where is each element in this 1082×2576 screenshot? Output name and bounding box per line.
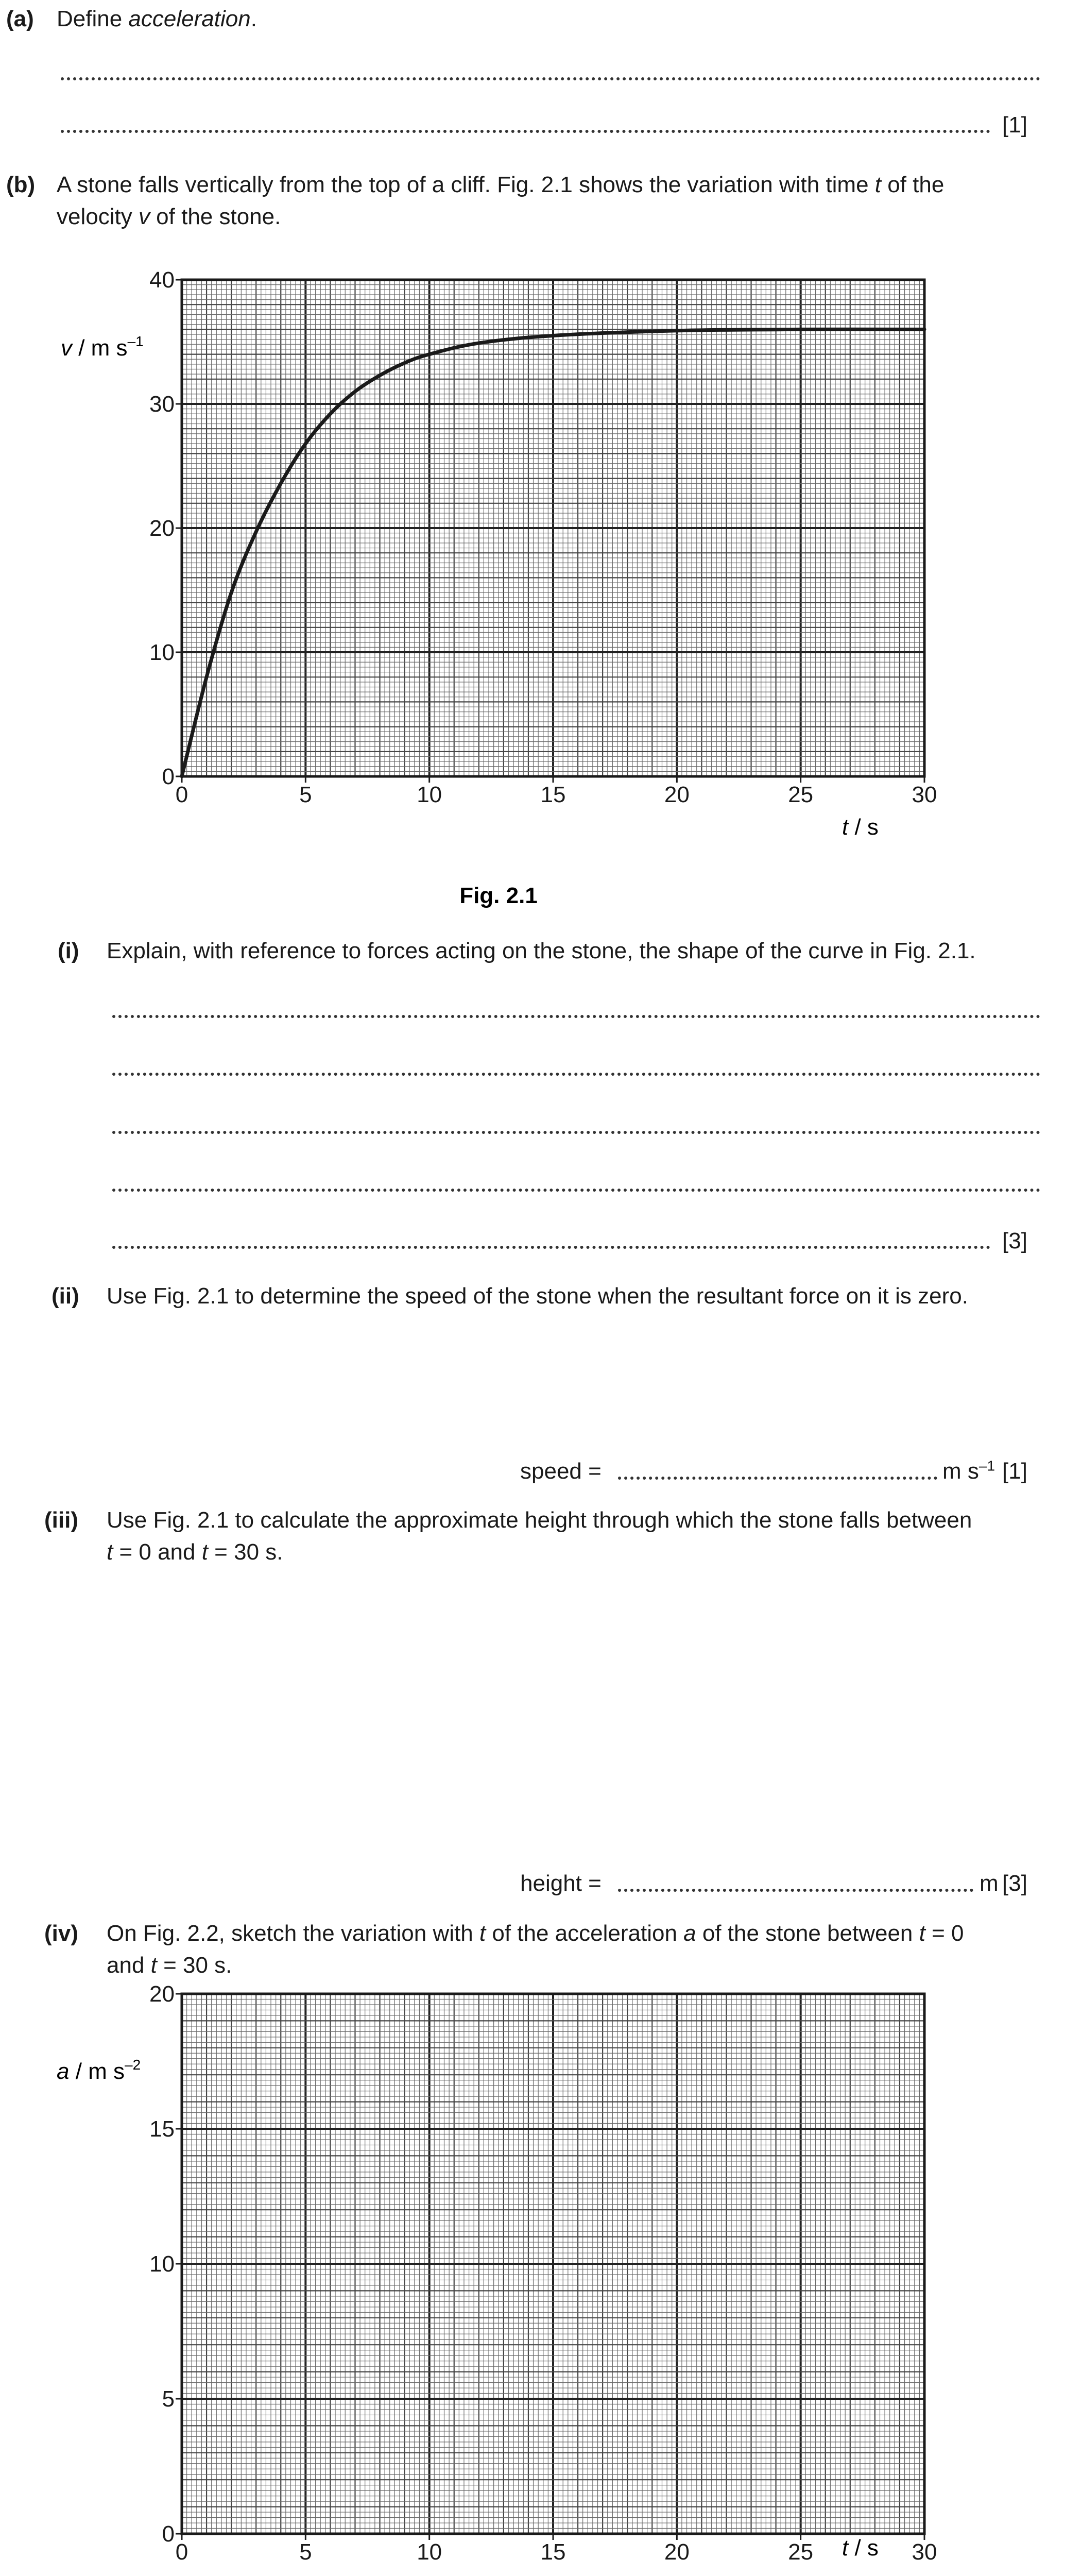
y-axis-label: a / m $s^{-2}$ — [57, 2057, 141, 2084]
x-tick-label: 15 — [540, 782, 566, 807]
x-tick-label: 30 — [912, 782, 937, 807]
speed-answer-line[interactable] — [618, 1477, 937, 1480]
mark-allocation: [3] — [1002, 1871, 1027, 1896]
x-tick-label: 10 — [417, 782, 442, 807]
question-i-text: Explain, with reference to forces acting on the stone, the shape of the curve in Fig. 2.1. — [107, 938, 976, 963]
height-answer-label: height = — [520, 1871, 602, 1896]
question-iv-text-line2: and t = 30 s. — [107, 1953, 232, 1978]
x-tick-label: 10 — [417, 2539, 442, 2565]
y-tick-label: 0 — [162, 764, 175, 789]
question-ii-text: Use Fig. 2.1 to determine the speed of the stone when the resultant force on it is zero. — [107, 1283, 968, 1309]
part-b-text-line1: A stone falls vertically from the top of a cliff. Fig. 2.1 shows the variation with time t of the — [57, 172, 944, 197]
part-b-label: (b) — [6, 172, 36, 197]
answer-line[interactable] — [112, 1073, 1040, 1076]
question-ii-label: (ii) — [51, 1283, 79, 1309]
question-i-label: (i) — [58, 938, 79, 963]
x-tick-label: 15 — [540, 2539, 566, 2565]
part-b-text-line2: velocity v of the stone. — [57, 204, 281, 229]
y-tick-label: 40 — [149, 267, 175, 293]
x-tick-label: 20 — [664, 2539, 690, 2565]
graph-grid — [182, 1994, 924, 2534]
x-tick-label: 5 — [299, 2539, 312, 2565]
y-tick-label: 5 — [162, 2386, 175, 2412]
x-tick-label: 0 — [175, 782, 188, 807]
acceleration-time-graph[interactable] — [0, 1984, 1082, 2576]
graph-grid — [182, 280, 924, 776]
y-tick-label: 10 — [149, 2251, 175, 2277]
question-iii-label: (iii) — [44, 1507, 78, 1533]
y-tick-label: 20 — [149, 516, 175, 541]
answer-line[interactable] — [112, 1246, 990, 1249]
x-tick-label: 25 — [788, 2539, 814, 2565]
speed-answer-label: speed = — [520, 1459, 602, 1484]
figure-caption: Fig. 2.1 — [459, 883, 538, 908]
answer-line[interactable] — [112, 1131, 1040, 1134]
answer-line[interactable] — [61, 130, 990, 133]
question-iii-text-line1: Use Fig. 2.1 to calculate the approximate height through which the stone falls between — [107, 1507, 972, 1533]
mark-allocation: [1] — [1002, 1459, 1027, 1484]
x-tick-label: 20 — [664, 782, 690, 807]
y-tick-label: 0 — [162, 2521, 175, 2547]
speed-unit: m $s^{-1}$ — [942, 1458, 995, 1484]
answer-line[interactable] — [112, 1189, 1040, 1192]
y-axis-label: v / m $s^{-1}$ — [61, 333, 144, 361]
x-axis-label: t / s — [842, 815, 879, 840]
x-tick-label: 25 — [788, 782, 814, 807]
x-tick-label: 30 — [912, 2539, 937, 2565]
x-tick-label: 5 — [299, 782, 312, 807]
y-tick-label: 15 — [149, 2116, 175, 2142]
question-iv-text-line1: On Fig. 2.2, sketch the variation with t of the acceleration a of the stone between t = 0 — [107, 1921, 964, 1946]
part-a-label: (a) — [6, 6, 34, 31]
x-axis-label: t / s — [842, 2535, 879, 2561]
mark-allocation: [3] — [1002, 1228, 1027, 1253]
answer-line[interactable] — [61, 77, 1040, 80]
height-unit: m — [980, 1871, 999, 1896]
height-answer-line[interactable] — [618, 1889, 973, 1892]
y-tick-label: 30 — [149, 392, 175, 417]
velocity-time-graph — [0, 242, 1082, 912]
y-tick-label: 20 — [149, 1984, 175, 2007]
question-iv-label: (iv) — [44, 1921, 78, 1946]
y-tick-label: 10 — [149, 640, 175, 665]
mark-allocation: [1] — [1002, 112, 1027, 138]
question-iii-text-line2: t = 0 and t = 30 s. — [107, 1539, 283, 1565]
x-tick-label: 0 — [175, 2539, 188, 2565]
answer-line[interactable] — [112, 1015, 1040, 1018]
part-a-prompt: Define acceleration. — [57, 6, 257, 31]
